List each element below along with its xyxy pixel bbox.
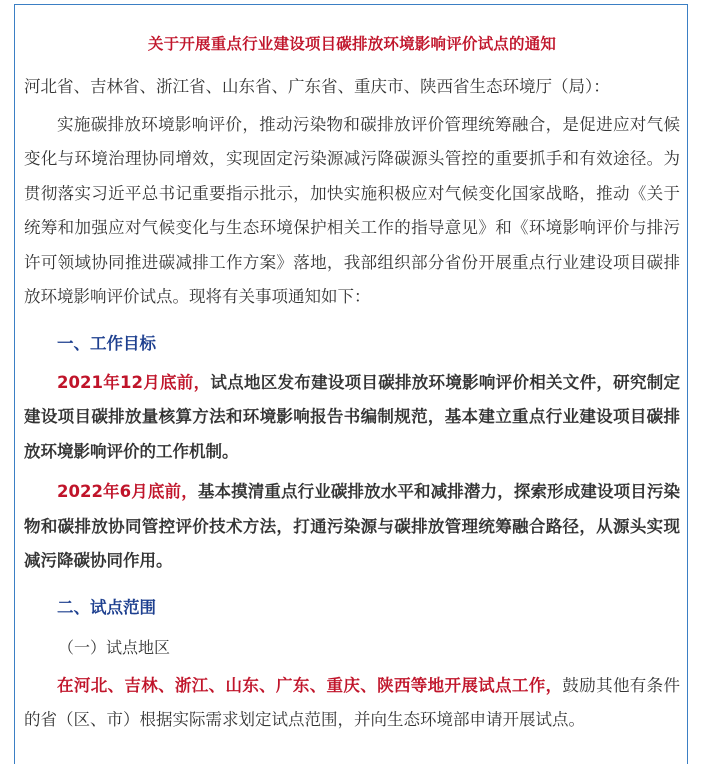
pilot-scope-paragraph [24,669,680,738]
section-heading-pilot-scope: 二、试点范围 [57,597,156,617]
subheading-pilot-regions: （一）试点地区 [58,637,171,657]
notice-addressee: 河北省、吉林省、浙江省、山东省、广东省、重庆市、陕西省生态环境厅（局）： [24,77,610,96]
pilot-scope-text: 鼓励其他有条件的省（区、市）根据实际需求划定试点范围，并向生态环境部申请开展试点。 [24,675,681,729]
goal-text-2022: 基本摸清重点行业碳排放水平和减排潜力，探索形成建设项目污染物和碳排放协同管控评价技术方法，打通污染源与碳排放管理统筹融合路径，从源头实现减污降碳协同作用。 [24,482,681,570]
notice-title: 关于开展重点行业建设项目碳排放环境影响评价试点的通知 [147,35,557,53]
article-body [24,28,680,738]
pilot-regions-highlight: 在河北、吉林、浙江、山东、广东、重庆、陕西等地开展试点工作， [57,675,563,695]
goal-paragraph-2021 [24,366,680,470]
goal-deadline-2022: 2022年6月底前， [57,482,198,501]
notice-intro-paragraph: 实施碳排放环境影响评价，推动污染物和碳排放评价管理统筹融合，是促进应对气候变化与环境治理协同增效，实现固定污染源减污降碳源头管控的重要抓手和有效途径。为贯彻落实习近平总书记重要指示批示，加快实施积极应对气候变化国家战略，推动《关于统筹和加强应对气候变化与生态环境保护相关工作的指导意见》和《环境影响评价与排污许可领域协同推进碳减排工作方案》落地，我部组织部分省份开展重点行业建设项目碳排放环境影响评价试点。现将有关事项通知如下： [24,114,680,306]
section-heading-work-goals: 一、工作目标 [57,333,156,353]
goal-deadline-2021: 2021年12月底前， [57,372,211,392]
goal-paragraph-2022 [24,475,680,579]
goal-text-2021: 试点地区发布建设项目碳排放环境影响评价相关文件，研究制定建设项目碳排放量核算方法和环境影响报告书编制规范，基本建立重点行业建设项目碳排放环境影响评价的工作机制。 [24,372,681,461]
